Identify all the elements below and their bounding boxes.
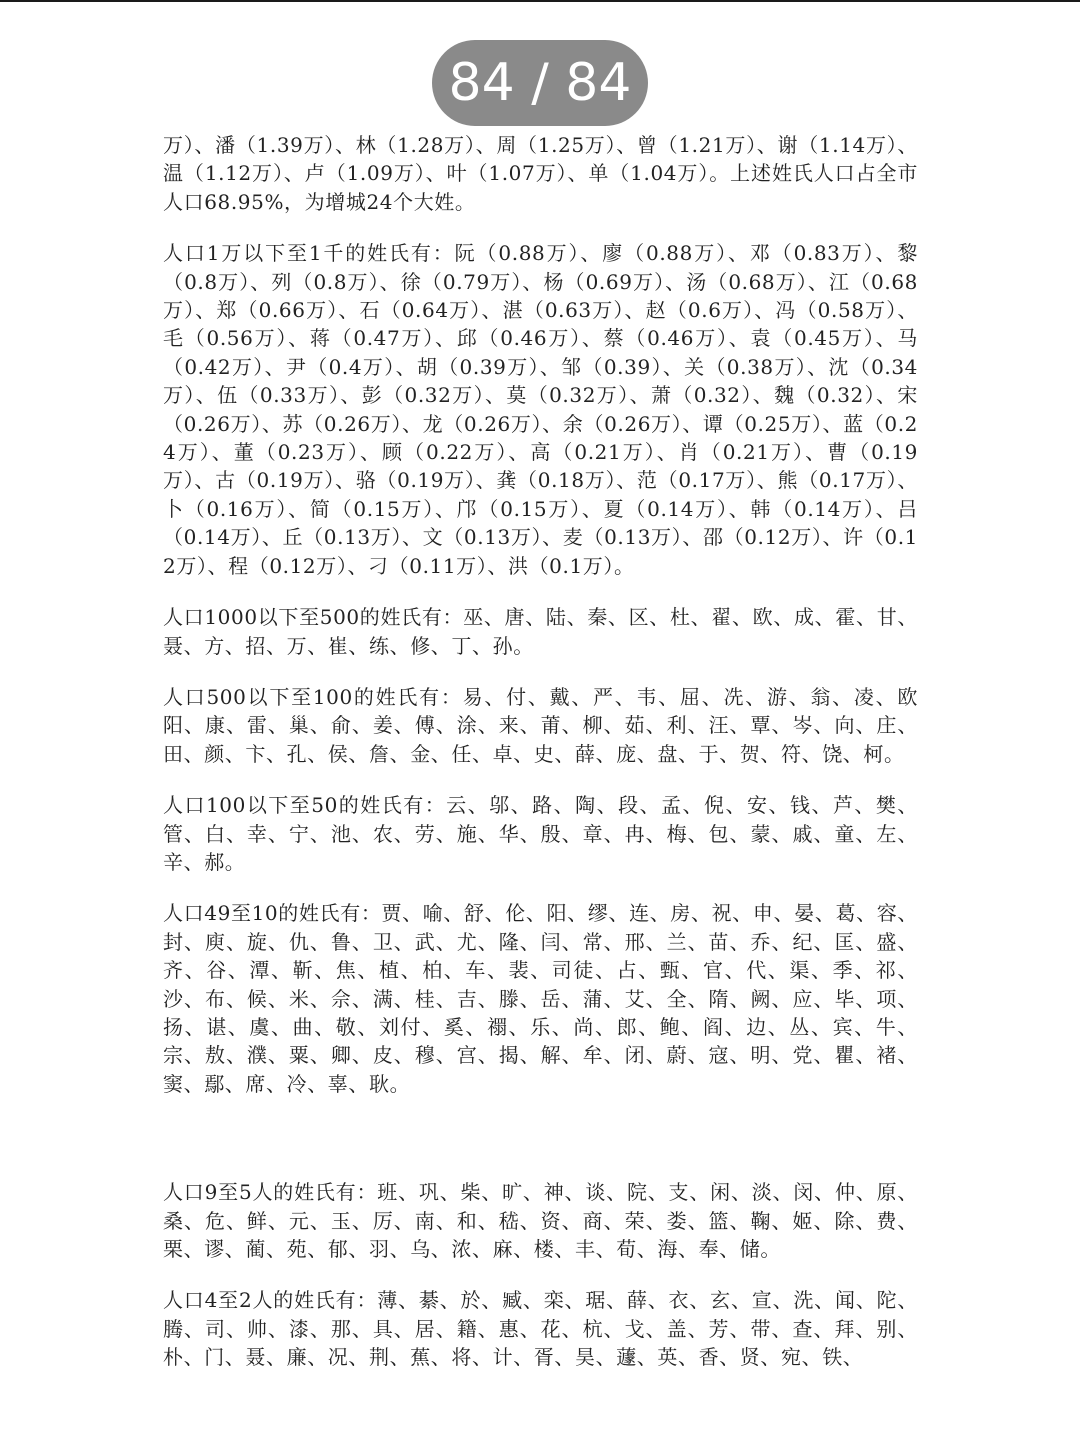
paragraph-surnames-4-to-2: 人口4至2人的姓氏有：薄、綦、於、臧、栾、琚、薛、衣、玄、宣、洗、闻、陀、腾、司、帅、漆、那、具、居、籍、惠、花、杭、戈、盖、芳、带、查、拜、别、朴、门、聂、廉、况、荆、蕉、将、计、胥、昊、蘧、英、香、贤、宛、铁、 xyxy=(163,1288,918,1370)
paragraph-surnames-100-to-50: 人口100以下至50的姓氏有：云、邬、路、陶、段、孟、倪、安、钱、芦、樊、管、白、幸、宁、池、农、劳、施、华、殷、章、冉、梅、包、蒙、戚、童、左、辛、郝。 xyxy=(163,793,918,874)
paragraph-surnames-1000-to-500: 人口1000以下至500的姓氏有：巫、唐、陆、秦、区、杜、翟、欧、成、霍、甘、聂、方、招、万、崔、练、修、丁、孙。 xyxy=(163,605,918,658)
top-border-line xyxy=(0,0,1080,2)
paragraph-surnames-49-to-10: 人口49至10的姓氏有：贾、喻、舒、伦、阳、缪、连、房、祝、申、晏、葛、容、封、庾、旋、仇、鲁、卫、武、尤、隆、闫、常、邢、兰、苗、乔、纪、匡、盛、齐、谷、潭、靳、焦、植、柏、车、裴、司徒、占、甄、官、代、渠、季、祁、沙、布、候、米、佘、满、桂、吉、滕、岳、蒲、艾、全、隋、阙、应、毕、项、扬、谌、虞、曲、敬、刘付、奚、禤、乐、尚、郎、鲍、阎、边、丛、宾、牛、宗、敖、濮、粟、卿、皮、穆、宫、揭、解、牟、闭、蔚、寇、明、党、瞿、褚、窦、鄢、席、冷、辜、耿。 xyxy=(163,901,918,1096)
page-indicator: 84 / 84 xyxy=(432,40,648,126)
paragraph-surnames-10000-to-1000: 人口1万以下至1千的姓氏有：阮（0.88万）、廖（0.88万）、邓（0.83万）、黎（0.8万）、列（0.8万）、徐（0.79万）、杨（0.69万）、汤（0.68万）、江（0.68万）、郑（0.66万）、石（0.64万）、湛（0.63万）、赵（0.6万）、冯（0.58万）、毛（0.56万）、蒋（0.47万）、邱（0.46万）、蔡（0.46万）、袁（0.45万）、马（0.42万）、尹（0.4万）、胡（0.39万）、邹（0.39）、关（0.38万）、沈（0.34万）、伍（0.33万）、彭（0.32万）、莫（0.32万）、萧（0.32）、魏（0.32）、宋（0.26万）、苏（0.26万）、龙（0.26万）、余（0.26万）、谭（0.25万）、蓝（0.24万）、董（0.23万）、顾（0.22万）、高（0.21万）、肖（0.21万）、曹（0.19万）、古（0.19万）、骆（0.19万）、龚（0.18万）、范（0.17万）、熊（0.17万）、卜（0.16万）、简（0.15万）、邝（0.15万）、夏（0.14万）、韩（0.14万）、吕（0.14万）、丘（0.13万）、文（0.13万）、麦（0.13万）、邵（0.12万）、许（0.12万）、程（0.12万）、刁（0.11万）、洪（0.1万）。 xyxy=(163,241,918,578)
paragraph-surnames-9-to-5: 人口9至5人的姓氏有：班、巩、柴、旷、神、谈、院、支、闲、淡、闵、仲、原、桑、危、鲜、元、玉、厉、南、和、嵇、资、商、荣、娄、篮、鞠、姬、除、费、栗、谬、蔺、苑、郁、羽、乌、浓、麻、楼、丰、荀、海、奉、储。 xyxy=(163,1180,918,1261)
document-page[interactable] xyxy=(163,131,918,1372)
paragraph-surnames-500-to-100: 人口500以下至100的姓氏有：易、付、戴、严、韦、屈、冼、游、翁、凌、欧阳、康、雷、巢、俞、姜、傅、涂、来、莆、柳、茹、利、汪、覃、岑、向、庄、田、颜、卞、孔、侯、詹、金、任、卓、史、薛、庞、盘、于、贺、符、饶、柯。 xyxy=(163,684,918,766)
paragraph-major-surnames-tail: 万）、潘（1.39万）、林（1.28万）、周（1.25万）、曾（1.21万）、谢（1.14万）、温（1.12万）、卢（1.09万）、叶（1.07万）、单（1.04万）。上述姓氏人口占全市人口68.95%，为增城24个大姓。 xyxy=(163,133,918,214)
